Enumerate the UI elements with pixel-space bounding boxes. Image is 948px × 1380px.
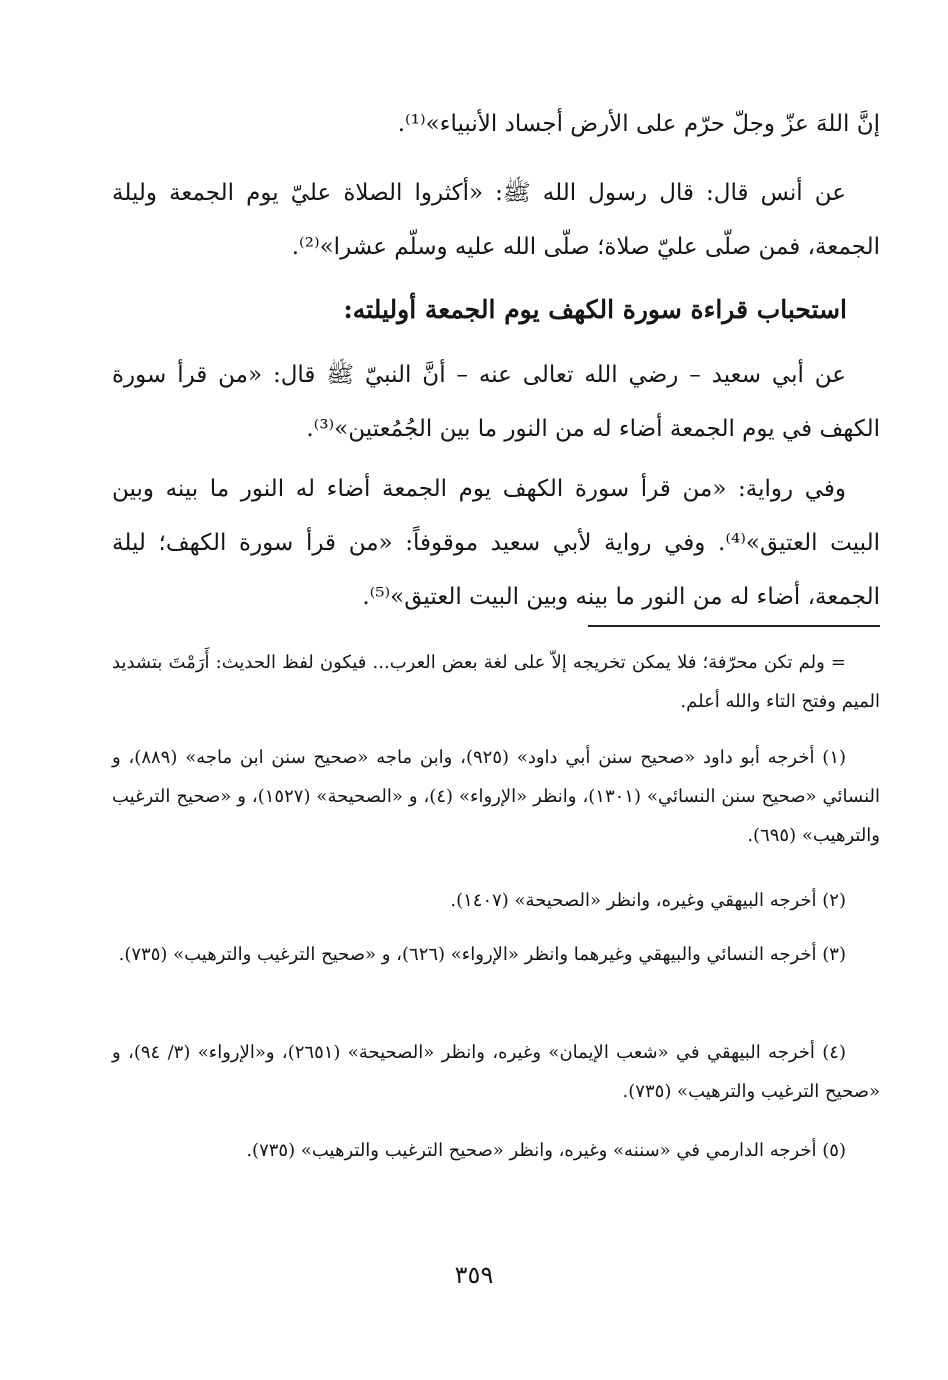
paragraph-3-text: عن أبي سعيد – رضي الله تعالى عنه – أنَّ النبيّ ﷺ قال: «من قرأ سورة الكهف في يوم الجمعة أضاء له من النور ما بين الجُمُعتين»⁽³⁾. [112, 362, 880, 442]
paragraph-1: إنَّ اللهَ عزّ وجلّ حرّم على الأرض أجساد الأنبياء»⁽¹⁾. [397, 111, 880, 137]
paragraph-2-text: عن أنس قال: قال رسول الله ﷺ: «أكثروا الصلاة عليّ يوم الجمعة وليلة الجمعة، فمن صلّى عليّ صلاة؛ صلّى الله عليه وسلّم عشرا»⁽²⁾. [112, 180, 880, 260]
paragraph-2 [112, 166, 880, 274]
footnote-1-text: (١) أخرجه أبو داود «صحيح سنن أبي داود» (٩٢٥)، وابن ماجه «صحيح سنن ابن ماجه» (٨٨٩)، و النسائي «صحيح سنن النسائي» (١٣٠١)، وانظر «الإرواء» (٤)، و «الصحيحة» (١٥٢٧)، و «صحيح الترغيب والترهيب» (٦٩٥). [112, 747, 880, 846]
continued-footnote [112, 643, 880, 721]
footnote-5 [112, 1131, 880, 1170]
section-heading: استحباب قراءة سورة الكهف يوم الجمعة أوليلته: [343, 295, 847, 324]
footnote-4-text: (٤) أخرجه البيهقي في «شعب الإيمان» وغيره، وانظر «الصحيحة» (٢٦٥١)، و«الإرواء» (٣/ ٩٤)، و «صحيح الترغيب والترهيب» (٧٣٥). [112, 1042, 880, 1102]
footnote-3 [112, 935, 880, 974]
paragraph-3 [112, 348, 880, 456]
footnote-3-text: (٣) أخرجه النسائي والبيهقي وغيرهما وانظر «الإرواء» (٦٢٦)، و «صحيح الترغيب والترهيب» (٧٣٥). [118, 944, 846, 965]
footnote-4 [112, 1033, 880, 1111]
continued-footnote-text: = ولم تكن محرّفة؛ فلا يمكن تخريجه إلاّ على لغة بعض العرب... فيكون لفظ الحديث: أَرَمْتَ بتشديد الميم وفتح التاء والله أعلم. [112, 652, 880, 712]
footnote-2 [112, 881, 880, 920]
footnote-5-text: (٥) أخرجه الدارمي في «سننه» وغيره، وانظر «صحيح الترغيب والترهيب» (٧٣٥). [246, 1140, 846, 1161]
paragraph-4-text: وفي رواية: «من قرأ سورة الكهف يوم الجمعة أضاء له النور ما بينه وبين البيت العتيق»⁽⁴⁾. وفي رواية لأبي سعيد موقوفاً: «من قرأ سورة الكهف؛ ليلة الجمعة، أضاء له من النور ما بينه وبين البيت العتيق»⁽⁵⁾. [112, 476, 881, 610]
page-number: ٣٥٩ [454, 1261, 494, 1289]
paragraph-4 [112, 462, 880, 624]
footnote-divider [588, 625, 880, 627]
footnote-1 [112, 738, 880, 855]
footnote-2-text: (٢) أخرجه البيهقي وغيره، وانظر «الصحيحة» (١٤٠٧). [450, 890, 846, 911]
